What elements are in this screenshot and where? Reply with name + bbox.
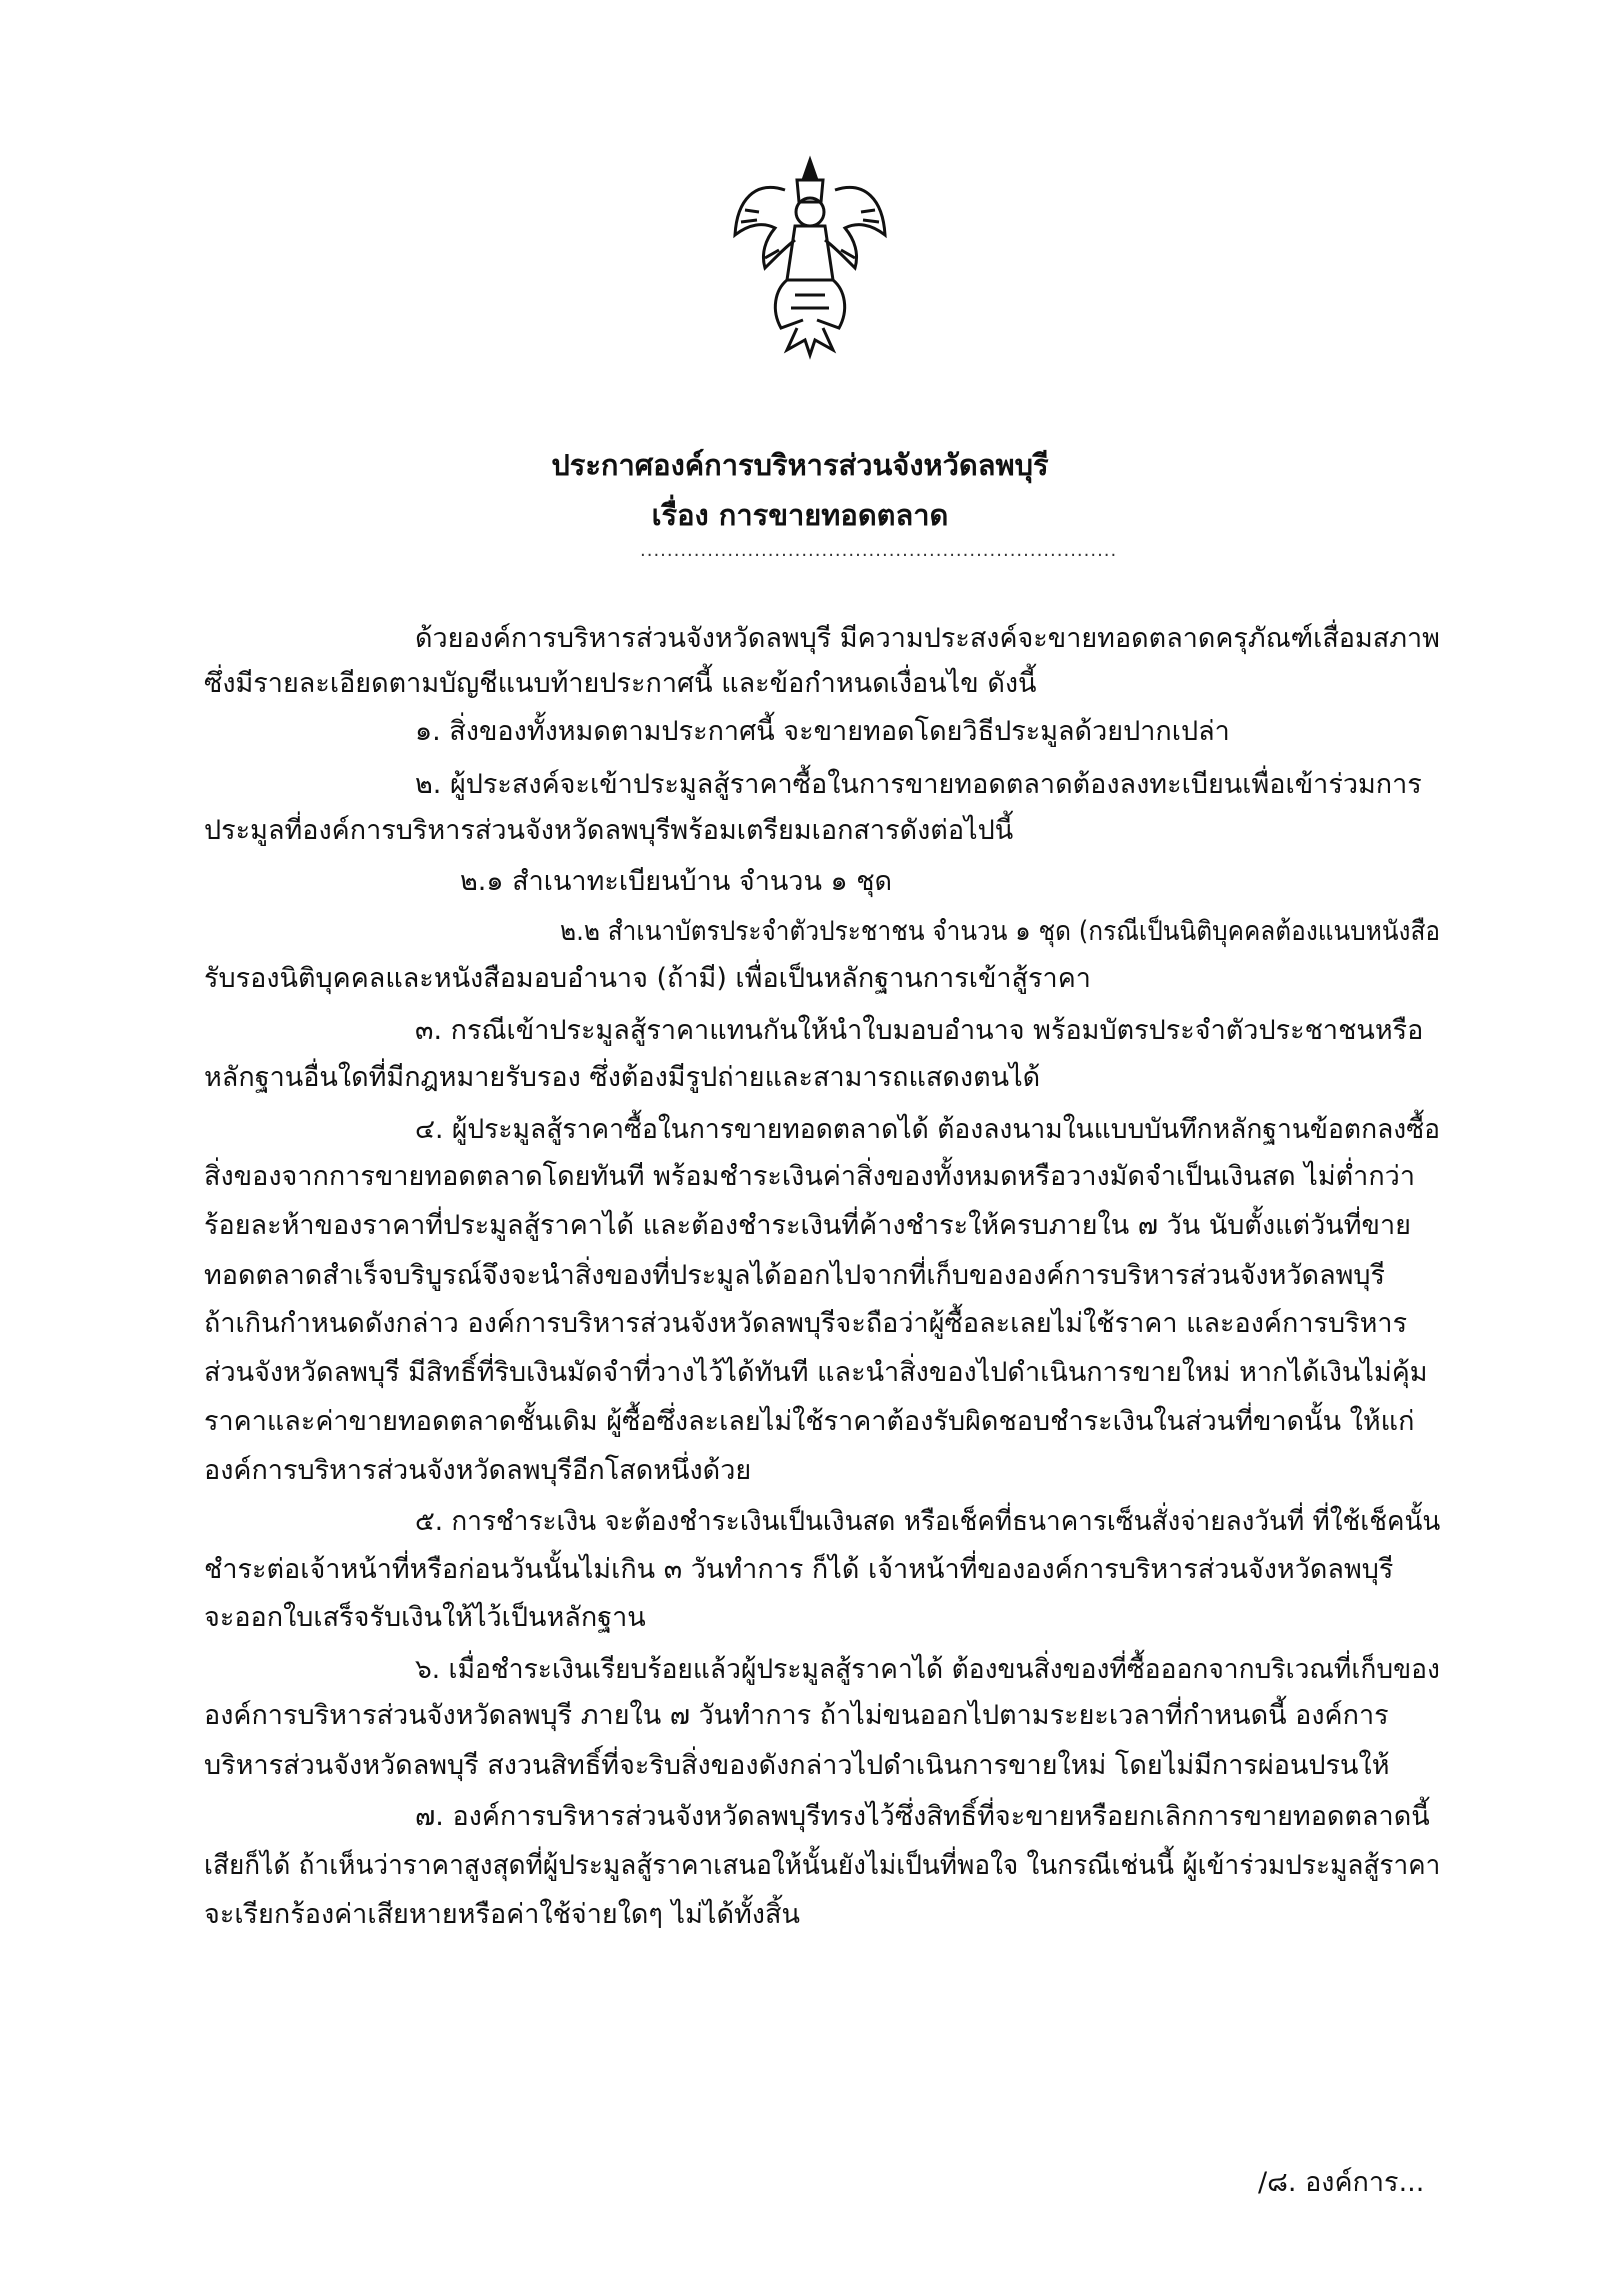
clause-1: ๑. สิ่งของทั้งหมดตามประกาศนี้ จะขายทอดโดยวิธีประมูลด้วยปากเปล่า	[415, 716, 1230, 747]
body-line: บริหารส่วนจังหวัดลพบุรี สงวนสิทธิ์ที่จะริบสิ่งของดังกล่าวไปดำเนินการขายใหม่ โดยไม่มีการผ่อนปรนให้	[204, 1750, 1390, 1781]
body-line: ถ้าเกินกำหนดดังกล่าว องค์การบริหารส่วนจังหวัดลพบุรีจะถือว่าผู้ซื้อละเลยไม่ใช้ราคา และองค์การบริหาร	[204, 1308, 1408, 1339]
garuda-emblem	[725, 150, 895, 360]
body-line: องค์การบริหารส่วนจังหวัดลพบุรี ภายใน ๗ วันทำการ ถ้าไม่ขนออกไปตามระยะเวลาที่กำหนดนี้ องค์การ	[204, 1700, 1389, 1731]
clause-6: ๖. เมื่อชำระเงินเรียบร้อยแล้วผู้ประมูลสู้ราคาได้ ต้องขนสิ่งของที่ซื้อออกจากบริเวณที่เก็บของ	[415, 1654, 1440, 1685]
body-line: จะเรียกร้องค่าเสียหายหรือค่าใช้จ่ายใดๆ ไม่ได้ทั้งสิ้น	[204, 1899, 800, 1930]
body-line: องค์การบริหารส่วนจังหวัดลพบุรีอีกโสดหนึ่งด้วย	[204, 1455, 752, 1486]
clause-2-1: ๒.๑ สำเนาทะเบียนบ้าน จำนวน ๑ ชุด	[460, 866, 893, 897]
body-line: รับรองนิติบุคคลและหนังสือมอบอำนาจ (ถ้ามี) เพื่อเป็นหลักฐานการเข้าสู้ราคา	[204, 963, 1091, 994]
page-continuation: /๘. องค์การ...	[1258, 2167, 1425, 2198]
body-line: ทอดตลาดสำเร็จบริบูรณ์จึงจะนำสิ่งของที่ประมูลได้ออกไปจากที่เก็บขององค์การบริหารส่วนจังหวัดลพบุรี	[204, 1260, 1386, 1291]
body-line: ร้อยละห้าของราคาที่ประมูลสู้ราคาได้ และต้องชำระเงินที่ค้างชำระให้ครบภายใน ๗ วัน นับตั้งแต่วันที่ขาย	[204, 1210, 1411, 1241]
clause-2-2: ๒.๒ สำเนาบัตรประจำตัวประชาชน จำนวน ๑ ชุด (กรณีเป็นนิติบุคคลต้องแนบหนังสือ	[560, 916, 1441, 947]
body-line: จะออกใบเสร็จรับเงินให้ไว้เป็นหลักฐาน	[204, 1602, 646, 1633]
body-line: สิ่งของจากการขายทอดตลาดโดยทันที พร้อมชำระเงินค่าสิ่งของทั้งหมดหรือวางมัดจำเป็นเงินสด ไม่ต่ำกว่า	[204, 1161, 1416, 1192]
separator-line: .......................................................................	[640, 540, 1118, 561]
clause-5: ๕. การชำระเงิน จะต้องชำระเงินเป็นเงินสด หรือเช็คที่ธนาคารเซ็นสั่งจ่ายลงวันที่ ที่ใช้เช็คนั้น	[415, 1506, 1441, 1537]
body-line: ราคาและค่าขายทอดตลาดชั้นเดิม ผู้ซื้อซึ่งละเลยไม่ใช้ราคาต้องรับผิดชอบชำระเงินในส่วนที่ขาดนั้น ให้แก่	[204, 1406, 1415, 1437]
clause-7: ๗. องค์การบริหารส่วนจังหวัดลพบุรีทรงไว้ซึ่งสิทธิ์ที่จะขายหรือยกเลิกการขายทอดตลาดนี้	[415, 1801, 1430, 1832]
clause-3: ๓. กรณีเข้าประมูลสู้ราคาแทนกันให้นำใบมอบอำนาจ พร้อมบัตรประจำตัวประชาชนหรือ	[415, 1015, 1424, 1046]
body-line: ด้วยองค์การบริหารส่วนจังหวัดลพบุรี มีความประสงค์จะขายทอดตลาดครุภัณฑ์เสื่อมสภาพ	[415, 623, 1440, 654]
body-line: ซึ่งมีรายละเอียดตามบัญชีแนบท้ายประกาศนี้ และข้อกำหนดเงื่อนไข ดังนี้	[204, 668, 1037, 699]
body-line: ประมูลที่องค์การบริหารส่วนจังหวัดลพบุรีพร้อมเตรียมเอกสารดังต่อไปนี้	[204, 815, 1014, 846]
announcement-subject: เรื่อง การขายทอดตลาด	[651, 498, 949, 532]
clause-4: ๔. ผู้ประมูลสู้ราคาซื้อในการขายทอดตลาดได้ ต้องลงนามในแบบบันทึกหลักฐานข้อตกลงซื้อ	[415, 1114, 1441, 1145]
announcement-title: ประกาศองค์การบริหารส่วนจังหวัดลพบุรี	[551, 448, 1049, 482]
clause-2: ๒. ผู้ประสงค์จะเข้าประมูลสู้ราคาซื้อในการขายทอดตลาดต้องลงทะเบียนเพื่อเข้าร่วมการ	[415, 769, 1422, 800]
body-line: หลักฐานอื่นใดที่มีกฎหมายรับรอง ซึ่งต้องมีรูปถ่ายและสามารถแสดงตนได้	[204, 1062, 1041, 1093]
body-line: เสียก็ได้ ถ้าเห็นว่าราคาสูงสุดที่ผู้ประมูลสู้ราคาเสนอให้นั้นยังไม่เป็นที่พอใจ ในกรณีเช่นนี้ ผู้เข้าร่วมประมูลสู้ราคา	[204, 1850, 1441, 1881]
body-line: ชำระต่อเจ้าหน้าที่หรือก่อนวันนั้นไม่เกิน ๓ วันทำการ ก็ได้ เจ้าหน้าที่ขององค์การบริหารส่วนจังหวัดลพบุรี	[204, 1554, 1394, 1585]
body-line: ส่วนจังหวัดลพบุรี มีสิทธิ์ที่ริบเงินมัดจำที่วางไว้ได้ทันที และนำสิ่งของไปดำเนินการขายใหม่ หากได้เงินไม่คุ้ม	[204, 1357, 1428, 1388]
